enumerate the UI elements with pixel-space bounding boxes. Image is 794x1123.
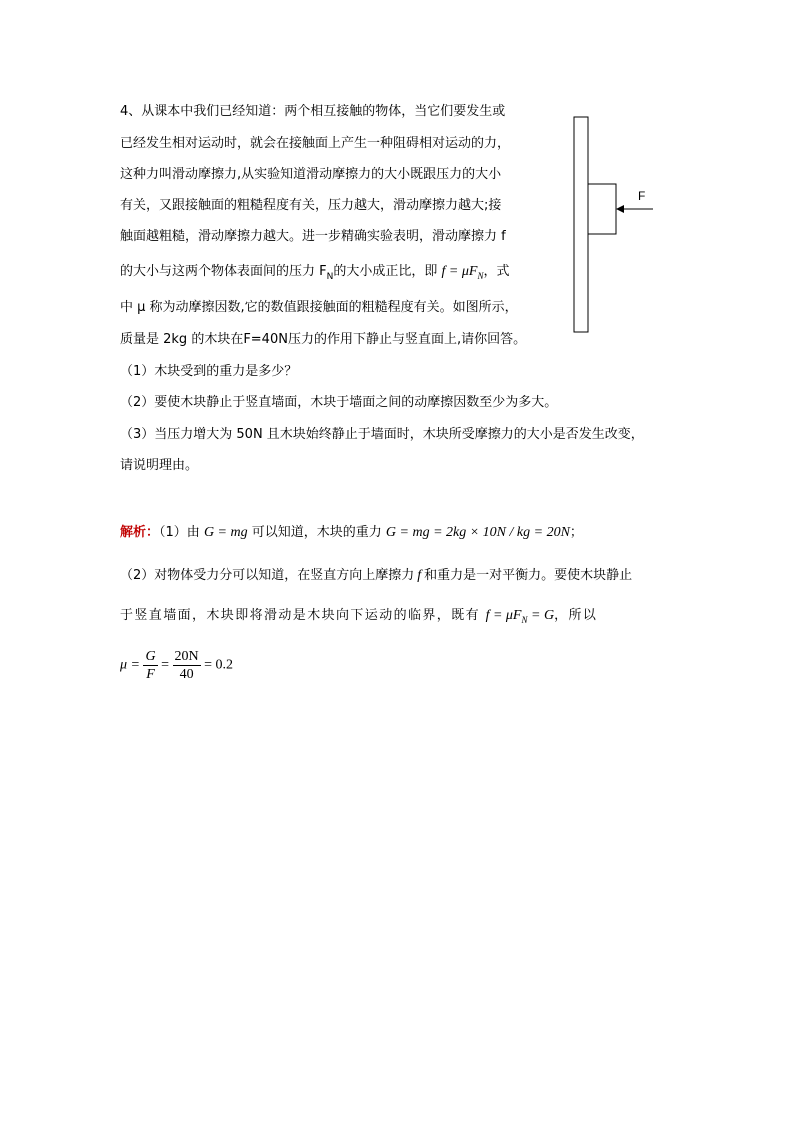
- solution-line-1: [120, 523, 583, 543]
- solution-1-post: ；: [569, 525, 583, 540]
- solution-label: 解析：: [120, 525, 160, 540]
- problem-line-6-post: ，式: [483, 264, 510, 279]
- critical-formula-sub: N: [521, 615, 528, 625]
- problem-line-1: 4、从课本中我们已经知道：两个相互接触的物体，当它们要发生或: [120, 104, 506, 119]
- fraction-20n-over-40: [173, 648, 201, 683]
- critical-condition-formula: [486, 608, 555, 623]
- weight-formula: G = mg: [203, 525, 248, 540]
- solution-line-3: [120, 606, 597, 626]
- friction-symbol: f: [417, 568, 422, 583]
- mu-symbol: μ =: [120, 657, 140, 673]
- fraction-2-denominator: 40: [179, 667, 194, 682]
- problem-line-6-pre: 的大小与这两个物体表面间的压力 F: [120, 264, 327, 279]
- problem-line-6-mid: 的大小成正比，即: [333, 264, 438, 279]
- problem-line-7: 中 μ 称为动摩擦因数,它的数值跟接触面的粗糙程度有关。如图所示，: [120, 300, 518, 315]
- solution-2-line-1-pre: （2）对物体受力分可以知道，在竖直方向上摩擦力: [120, 568, 415, 583]
- wall: [574, 117, 588, 332]
- solution-2-line-2-pre: 于竖直墙面，木块即将滑动是木块向下运动的临界，既有: [120, 608, 481, 623]
- question-3-cont: 请说明理由。: [120, 458, 199, 473]
- equals-sign: =: [161, 657, 170, 673]
- fraction-g-over-f: [143, 648, 157, 683]
- force-label: F: [638, 189, 646, 203]
- fraction-2-numerator: 20N: [174, 649, 199, 664]
- fraction-1-numerator: G: [145, 649, 156, 664]
- friction-formula-sub: N: [477, 271, 484, 281]
- mu-result-equation: [120, 648, 233, 683]
- fraction-1-denominator: F: [146, 667, 155, 682]
- problem-line-2: 已经发生相对运动时，就会在接触面上产生一种阻碍相对运动的力，: [120, 136, 511, 151]
- solution-line-2: [120, 566, 632, 586]
- friction-formula: [442, 264, 484, 279]
- wooden-block: [588, 184, 616, 234]
- weight-calculation: G = mg = 2kg × 10N / kg = 20N: [385, 525, 570, 540]
- solution-1-pre: （1）由: [159, 525, 200, 540]
- problem-line-6: [120, 262, 509, 283]
- question-3: （3）当压力增大为 50N 且木块始终静止于墙面时，木块所受摩擦力的大小是否发生改变，: [120, 427, 644, 442]
- critical-formula-main: f = μF: [485, 608, 522, 623]
- mu-result-value: = 0.2: [204, 657, 234, 673]
- solution-2-line-1-post: 和重力是一对平衡力。要使木块静止: [424, 568, 633, 583]
- problem-line-6-sub: N: [326, 272, 334, 282]
- problem-line-5: 触面越粗糙，滑动摩擦力越大。进一步精确实验表明，滑动摩擦力 f: [120, 229, 506, 244]
- critical-formula-end: = G: [531, 608, 555, 623]
- force-arrow-head: [616, 205, 624, 213]
- problem-line-4: 有关，又跟接触面的粗糙程度有关，压力越大，滑动摩擦力越大;接: [120, 198, 502, 213]
- friction-formula-main: f = μF: [441, 264, 478, 279]
- problem-line-8: 质量是 2kg 的木块在F=40N压力的作用下静止与竖直面上,请你回答。: [120, 332, 527, 347]
- force-diagram: [566, 110, 676, 340]
- question-2: （2）要使木块静止于竖直墙面，木块于墙面之间的动摩擦因数至少为多大。: [120, 395, 558, 410]
- solution-2-line-2-post: ，所以: [554, 608, 598, 623]
- problem-line-3: 这种力叫滑动摩擦力,从实验知道滑动摩擦力的大小既跟压力的大小: [120, 167, 502, 182]
- question-1: （1）木块受到的重力是多少？: [120, 364, 298, 379]
- solution-1-mid: 可以知道，木块的重力: [251, 525, 382, 540]
